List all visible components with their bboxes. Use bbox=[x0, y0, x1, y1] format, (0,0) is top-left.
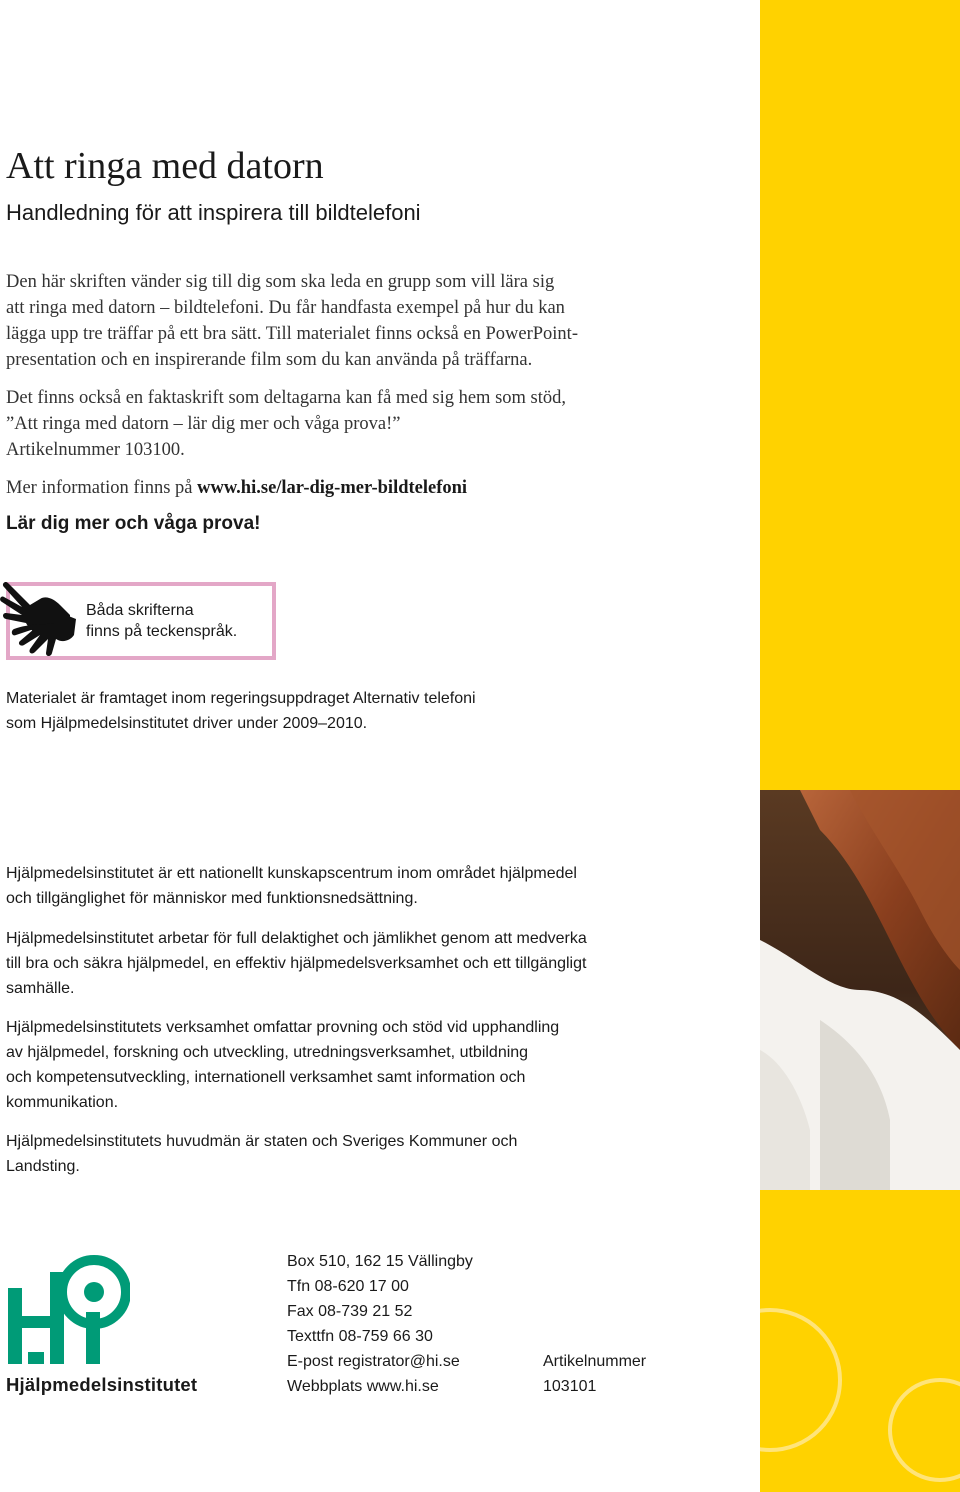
sign-language-line: finns på teckenspråk. bbox=[86, 623, 238, 640]
about-paragraph-2 bbox=[6, 926, 746, 1001]
page-title: Att ringa med datorn bbox=[6, 145, 324, 187]
factsheet-line: Artikelnummer 103100. bbox=[6, 440, 185, 460]
hi-logo-icon bbox=[6, 1252, 130, 1366]
sign-language-line: Båda skrifterna bbox=[86, 602, 194, 619]
about-line: Hjälpmedelsinstitutets verksamhet omfattar provning och stöd vid upphandling bbox=[6, 1019, 560, 1036]
intro-line: att ringa med datorn – bildtelefoni. Du får handfasta exempel på hur du kan bbox=[6, 298, 565, 318]
article-label: Artikelnummer bbox=[543, 1353, 647, 1370]
more-info bbox=[6, 475, 746, 501]
contact-textphone: Texttfn 08-759 66 30 bbox=[287, 1328, 433, 1345]
sign-language-text bbox=[86, 600, 237, 642]
article-info bbox=[543, 1349, 646, 1399]
about-line: av hjälpmedel, forskning och utveckling, utredningsverksamhet, utbildning bbox=[6, 1044, 529, 1061]
about-paragraph-4 bbox=[6, 1129, 746, 1179]
about-line: Landsting. bbox=[6, 1158, 80, 1175]
contact-email[interactable]: E-post registrator@hi.se bbox=[287, 1353, 460, 1370]
logo-wordmark: Hjälpmedelsinstitutet bbox=[6, 1374, 198, 1395]
contact-website[interactable]: Webbplats www.hi.se bbox=[287, 1378, 439, 1395]
about-line: kommunikation. bbox=[6, 1094, 119, 1111]
factsheet-paragraph bbox=[6, 385, 746, 463]
about-line: och kompetensutveckling, internationell verksamhet samt information och bbox=[6, 1069, 526, 1086]
contact-fax: Fax 08-739 21 52 bbox=[287, 1303, 413, 1320]
intro-line: Den här skriften vänder sig till dig som ska leda en grupp som vill lära sig bbox=[6, 272, 555, 292]
factsheet-line: ”Att ringa med datorn – lär dig mer och våga prova!” bbox=[6, 414, 401, 434]
mandate-line: Materialet är framtaget inom regeringsuppdraget Alternativ telefoni bbox=[6, 690, 476, 707]
intro-line: presentation och en inspirerande film som du kan använda på träffarna. bbox=[6, 350, 533, 370]
about-paragraph-1 bbox=[6, 861, 746, 911]
page-subtitle: Handledning för att inspirera till bildtelefoni bbox=[6, 200, 421, 225]
tagline: Lär dig mer och våga prova! bbox=[6, 513, 261, 534]
mandate-line: som Hjälpmedelsinstitutet driver under 2009–2010. bbox=[6, 715, 368, 732]
more-info-link[interactable]: www.hi.se/lar-dig-mer-bildtelefoni bbox=[197, 478, 468, 498]
article-number: 103101 bbox=[543, 1378, 597, 1395]
about-line: Hjälpmedelsinstitutet är ett nationellt kunskapscentrum inom området hjälpmedel bbox=[6, 865, 577, 882]
about-line: till bra och säkra hjälpmedel, en effektiv hjälpmedelsverksamhet och ett tillgängligt bbox=[6, 955, 587, 972]
contact-address: Box 510, 162 15 Vällingby bbox=[287, 1253, 473, 1270]
about-line: Hjälpmedelsinstitutet arbetar för full delaktighet och jämlikhet genom att medverka bbox=[6, 930, 587, 947]
cover-photo bbox=[760, 790, 960, 1190]
contact-info bbox=[287, 1249, 473, 1399]
more-info-label: Mer information finns på bbox=[6, 478, 198, 498]
about-line: samhälle. bbox=[6, 980, 75, 997]
about-line: och tillgänglighet för människor med funktionsnedsättning. bbox=[6, 890, 418, 907]
about-paragraph-3 bbox=[6, 1015, 746, 1115]
factsheet-line: Det finns också en faktaskrift som deltagarna kan få med sig hem som stöd, bbox=[6, 388, 566, 408]
intro-line: lägga upp tre träffar på ett bra sätt. Till materialet finns också en PowerPoint- bbox=[6, 324, 578, 344]
about-line: Hjälpmedelsinstitutets huvudmän är staten och Sveriges Kommuner och bbox=[6, 1133, 518, 1150]
decorative-circles bbox=[760, 1190, 960, 1492]
intro-paragraph bbox=[6, 269, 746, 373]
mandate-paragraph bbox=[6, 686, 746, 736]
sign-language-hands-icon bbox=[0, 575, 82, 665]
contact-phone: Tfn 08-620 17 00 bbox=[287, 1278, 409, 1295]
